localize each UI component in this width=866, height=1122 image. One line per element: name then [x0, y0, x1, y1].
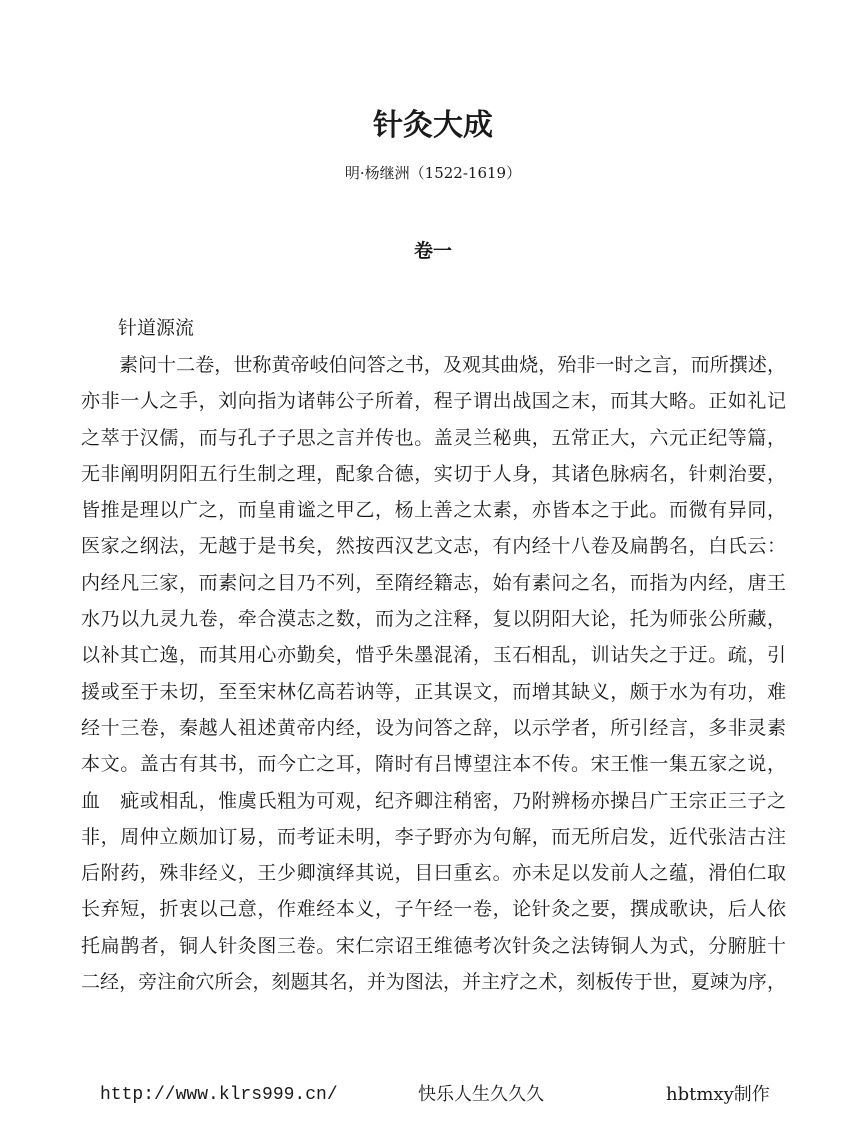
section-heading: 针道源流 [118, 317, 195, 339]
text-line: 以补其亡逸，而其用心亦勤矣，惜乎朱墨混淆，玉石相乱，训诂失之于迂。疏，引 [81, 644, 786, 667]
text-line: 援或至于未切，至至宋林亿高若讷等，正其误文，而增其缺义，颇于水为有功，难 [81, 680, 786, 703]
text-line: 亦非一人之手，刘向指为诸韩公子所着，程子谓出战国之末，而其大略。正如礼记 [81, 390, 786, 413]
text-line: 内经凡三家，而素问之目乃不列，至隋经籍志，始有素问之名，而指为内经，唐王 [81, 571, 786, 594]
text-line: 本文。盖古有其书，而今亡之耳，隋时有吕博望注本不传。宋王惟一集五家之说， [81, 753, 786, 776]
text-line: 皆推是理以广之，而皇甫谧之甲乙，杨上善之太素，亦皆本之于此。而微有异同， [81, 499, 786, 522]
footer-credit: hbtmxy制作 [666, 1084, 770, 1105]
text-line: 血 疵或相乱，惟虞氏粗为可观，纪齐卿注稍密，乃附辨杨亦操吕广王宗正三子之 [81, 789, 786, 812]
text-line: 素问十二卷，世称黄帝岐伯问答之书，及观其曲烧，殆非一时之言，而所撰述， [119, 354, 786, 376]
text-line: 非，周仲立颇加订易，而考证未明，李子野亦为句解，而无所启发，近代张洁古注 [81, 825, 786, 848]
text-line: 托扁鹊者，铜人针灸图三卷。宋仁宗诏王维德考次针灸之法铸铜人为式，分腑脏十 [81, 934, 786, 957]
footer-url-link[interactable]: http://www.klrs999.cn/ [100, 1085, 338, 1105]
text-line: 长弃短，折衷以己意，作难经本义，子午经一卷，论针灸之要，撰成歌诀，后人依 [81, 898, 786, 921]
text-line: 水乃以九灵九卷，牵合漠志之数，而为之注释，复以阴阳大论，托为师张公所藏， [81, 608, 786, 631]
page-footer [0, 1080, 866, 1110]
author-line: 明·杨继洲（1522-1619） [344, 164, 522, 182]
text-line: 后附药，殊非经义，王少卿演绎其说，目曰重玄。亦未足以发前人之蕴，滑伯仁取 [81, 862, 786, 885]
document-title: 针灸大成 [373, 108, 493, 143]
volume-heading: 卷一 [413, 240, 452, 262]
text-line: 二经，旁注俞穴所会，刻题其名，并为图法，并主疗之术，刻板传于世，夏竦为序， [81, 971, 786, 994]
body-text [81, 347, 786, 1000]
footer-slogan: 快乐人生久久久 [418, 1084, 544, 1105]
text-line: 无非阐明阴阳五行生制之理，配象合德，实切于人身，其诸色脉病名，针刺治要， [81, 462, 786, 485]
text-line: 之萃于汉儒，而与孔子子思之言并传也。盖灵兰秘典，五常正大，六元正纪等篇， [81, 426, 786, 449]
text-line: 医家之纲法，无越于是书矣，然按西汉艺文志，有内经十八卷及扁鹊名，白氏云： [81, 535, 786, 558]
text-line: 经十三卷，秦越人祖述黄帝内经，设为问答之辞，以示学者，所引经言，多非灵素 [81, 716, 786, 739]
